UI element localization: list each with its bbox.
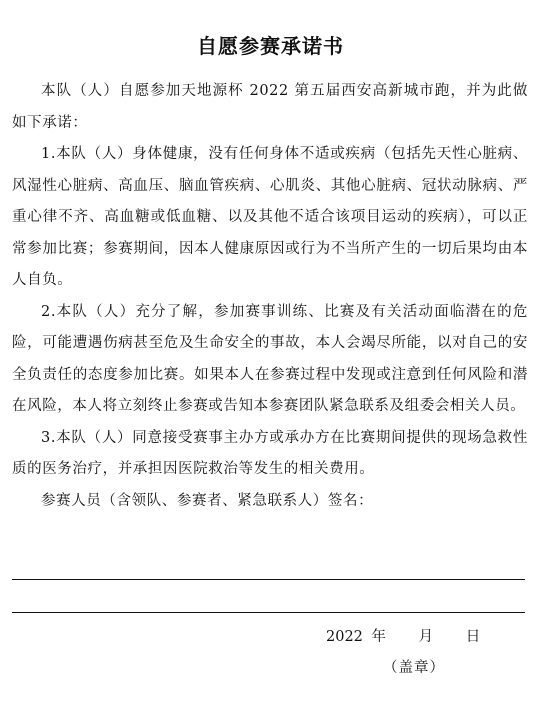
seal-note: （盖章） [383, 660, 445, 676]
clause-1-paragraph: 1.本队（人）身体健康，没有任何身体不适或疾病（包括先天性心脏病、风湿性心脏病、高血压、脑血管疾病、心肌炎、其他心脏病、冠状动脉病、严重心律不齐、高血糖或低血糖、以及其他不适合该项目运动的疾病），可以正常参加比赛；参赛期间，因本人健康原因或行为不当所产生的一切后果均由本人自负。 [12, 146, 528, 288]
date-year-unit: 年 [371, 629, 387, 645]
signature-prompt: 参赛人员（含领队、参赛者、紧急联系人）签名： [41, 492, 374, 509]
clause-3-paragraph: 3.本队（人）同意接受赛事主办方或承办方在比赛期间提供的现场急救性质的医务治疗，并承担因医院救治等发生的相关费用。 [12, 429, 528, 477]
signature-line-2 [12, 612, 525, 613]
signature-line-1 [12, 579, 525, 580]
date-row [326, 626, 480, 648]
clause-2-paragraph: 2.本队（人）充分了解，参加赛事训练、比赛及有关活动面临潜在的危险，可能遭遇伤病甚至危及生命安全的事故，本人会竭尽所能，以对自己的安全负责任的态度参加比赛。如果本人在参赛过程中发现或注意到任何风险和潜在风险，本人将立刻终止参赛或告知本参赛团队紧急联系及组委会相关人员。 [12, 303, 528, 414]
date-year: 2022 [326, 629, 363, 645]
intro-paragraph: 本队（人）自愿参加天地源杯 2022 第五届西安高新城市跑，并为此做如下承诺： [12, 83, 528, 131]
document-body [12, 76, 528, 517]
date-month-unit: 月 [418, 629, 434, 645]
document-title: 自愿参赛承诺书 [197, 34, 344, 58]
date-day-unit: 日 [465, 629, 481, 645]
